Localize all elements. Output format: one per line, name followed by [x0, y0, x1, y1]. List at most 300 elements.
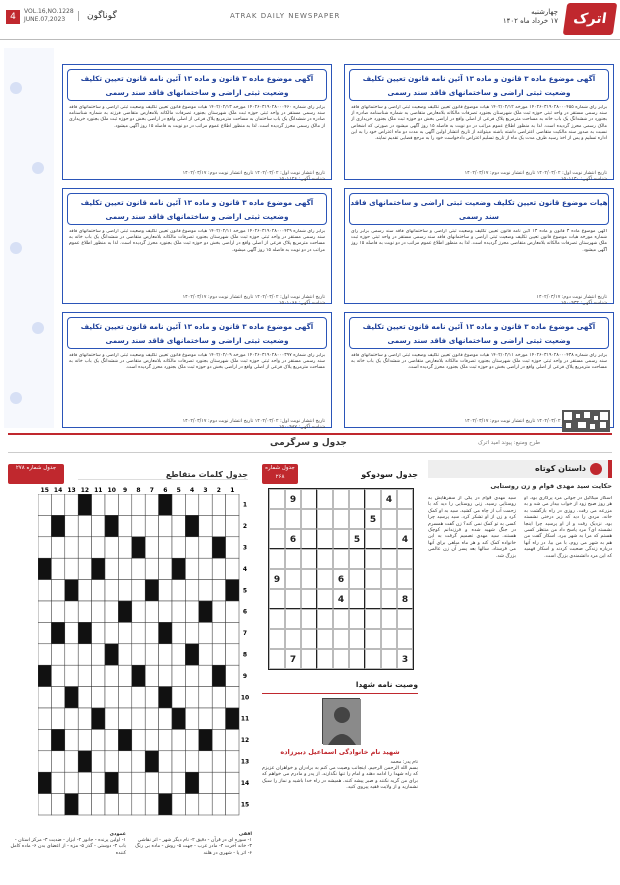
crossword-cell: [92, 751, 105, 772]
crossword-cell: [78, 558, 91, 579]
crossword-cell: [145, 558, 158, 579]
crossword-cell: [65, 622, 78, 643]
notice-dates: تاریخ انتشار نوبت اول: ۱۴۰۲/۰۳/۰۲ تاریخ انتشار نوبت دوم: ۱۴۰۲/۰۳/۱۷: [182, 171, 325, 176]
crossword-cell: [92, 601, 105, 622]
crossword-cell: [38, 537, 51, 558]
crossword-column-number: 6: [163, 487, 168, 494]
sudoku-cell: [381, 609, 397, 629]
volume-info: [24, 8, 74, 24]
sudoku-cell: [269, 489, 285, 509]
crossword-cell: [145, 772, 158, 793]
crossword-title: جدول کلمات متقاطع: [78, 470, 248, 480]
crossword-cell: [199, 537, 212, 558]
crossword-cell: [65, 558, 78, 579]
crossword-cell: [78, 665, 91, 686]
crossword-cell: [92, 687, 105, 708]
crossword-cell: [185, 729, 198, 750]
sudoku-cell: [269, 649, 285, 669]
crossword-black-cell: [159, 687, 172, 708]
crossword-cell: [105, 687, 118, 708]
english-title: ATRAK DAILY NEWSPAPER: [230, 12, 341, 20]
crossword-cell: [92, 644, 105, 665]
date-fa: ۱۷ خرداد ماه ۱۴۰۲: [502, 17, 558, 25]
sudoku-cell: 4: [397, 529, 413, 549]
crossword-cell: [212, 751, 225, 772]
crossword-cell: [199, 558, 212, 579]
crossword-cell: [199, 751, 212, 772]
crossword-cell: [145, 644, 158, 665]
crossword-cell: [145, 622, 158, 643]
crossword-black-cell: [38, 558, 51, 579]
legal-notice-6: [62, 312, 332, 428]
sudoku-cell: [397, 609, 413, 629]
crossword-black-cell: [118, 601, 131, 622]
crossword-cell: [145, 665, 158, 686]
crossword-row-number: 11: [240, 715, 250, 723]
down-text: ۱- اولین پرنده - جانور ۲- ابزار - ضدیت ۳- مرکز استان - باب ۴- دوستی - گذر ۵- مزه - از اعضای بدن ۶- ماده کامل کننده: [10, 838, 126, 856]
crossword-cell: [226, 687, 239, 708]
martyr-will-text: [262, 760, 418, 880]
legal-notice-1: [344, 64, 614, 180]
sudoku-cell: [381, 529, 397, 549]
notice-title: آگهی موضوع ماده ۳ قانون و ماده ۱۳ آئین نامه قانون تعیین تکلیف وضعیت ثبتی اراضی و ساختمانهای فاقد سند رسمی: [67, 69, 327, 101]
sudoku-cell: [349, 589, 365, 609]
crossword-cell: [159, 537, 172, 558]
crossword-cell: [78, 708, 91, 729]
crossword-cell: [38, 708, 51, 729]
crossword-cell: [105, 622, 118, 643]
crossword-black-cell: [172, 558, 185, 579]
crossword-cell: [199, 772, 212, 793]
sudoku-cell: [381, 629, 397, 649]
crossword-column-number: 5: [176, 487, 181, 494]
crossword-black-cell: [132, 537, 145, 558]
crossword-cell: [145, 601, 158, 622]
down-title: عمودی: [109, 832, 126, 837]
sudoku-cell: [285, 549, 301, 569]
sudoku-grid: [268, 488, 414, 670]
sudoku-cell: [317, 609, 333, 629]
sudoku-cell: 4: [333, 589, 349, 609]
crossword-black-cell: [78, 494, 91, 515]
crossword-cell: [199, 794, 212, 815]
volume-number: VOL.16,NO.1228: [24, 8, 74, 15]
crossword-cell: [132, 644, 145, 665]
crossword-row-number: 9: [242, 672, 248, 680]
sudoku-cell: [301, 649, 317, 669]
newspaper-logo: اترک: [563, 3, 617, 35]
crossword-cell: [226, 515, 239, 536]
crossword-black-cell: [51, 622, 64, 643]
crossword-column-number: 14: [53, 487, 63, 494]
crossword-cell: [226, 665, 239, 686]
crossword-cell: [199, 622, 212, 643]
crossword-cell: [159, 708, 172, 729]
sudoku-cell: [397, 549, 413, 569]
crossword-cell: [38, 644, 51, 665]
crossword-cell: [92, 772, 105, 793]
crossword-column-number: 7: [149, 487, 154, 494]
sudoku-cell: 7: [285, 649, 301, 669]
notice-code: شناسه آگهی: ۱۵۰۱۱۲۶: [278, 177, 325, 182]
crossword-cell: [185, 708, 198, 729]
banner-title: جدول و سرگرمی: [270, 438, 347, 448]
crossword-cell: [78, 687, 91, 708]
sudoku-cell: [317, 529, 333, 549]
crossword-cell: [145, 494, 158, 515]
crossword-black-cell: [78, 622, 91, 643]
crossword-cell: [212, 558, 225, 579]
crossword-cell: [78, 601, 91, 622]
notice-dates: ۱۴۰۲/۰۳/۰۲ تاریخ انتشار نوبت دوم: ۱۴۰۲/۰۳/۱۷: [464, 419, 561, 424]
crossword-cell: [159, 665, 172, 686]
crossword-cell: [65, 729, 78, 750]
sudoku-cell: [317, 629, 333, 649]
crossword-cell: [132, 558, 145, 579]
crossword-column-number: 13: [67, 487, 76, 494]
crossword-cell: [185, 537, 198, 558]
sudoku-cell: [269, 549, 285, 569]
sudoku-cell: 6: [285, 529, 301, 549]
crossword-cell: [132, 601, 145, 622]
crossword-cell: [172, 644, 185, 665]
sudoku-cell: [397, 489, 413, 509]
crossword-cell: [92, 729, 105, 750]
crossword-cell: [185, 558, 198, 579]
sudoku-cell: [301, 629, 317, 649]
crossword-cell: [172, 601, 185, 622]
crossword-cell: [65, 665, 78, 686]
crossword-black-cell: [38, 772, 51, 793]
sudoku-cell: [269, 509, 285, 529]
crossword-cell: [172, 665, 185, 686]
sudoku-cell: 5: [365, 509, 381, 529]
story-heading: [428, 460, 612, 478]
crossword-cell: [172, 772, 185, 793]
crossword-cell: [118, 665, 131, 686]
crossword-black-cell: [105, 772, 118, 793]
notice-title: آگهی موضوع ماده ۳ قانون و ماده ۱۳ آئین نامه قانون تعیین تکلیف وضعیت ثبتی اراضی و ساختمانهای فاقد سند رسمی: [349, 69, 609, 101]
crossword-cell: [51, 558, 64, 579]
crossword-black-cell: [65, 794, 78, 815]
sudoku-cell: [349, 549, 365, 569]
crossword-cell: [132, 794, 145, 815]
crossword-grid: [38, 494, 240, 816]
crossword-row-number: 1: [242, 501, 248, 509]
notice-dates: تاریخ انتشار نوبت اول: ۱۴۰۲/۰۳/۰۲ تاریخ انتشار نوبت دوم: ۱۴۰۲/۰۳/۱۷: [182, 419, 325, 424]
sudoku-cell: [349, 649, 365, 669]
crossword-cell: [185, 687, 198, 708]
crossword-cell: [185, 794, 198, 815]
sudoku-cell: [317, 509, 333, 529]
crossword-cell: [51, 580, 64, 601]
sudoku-cell: [349, 629, 365, 649]
legal-notice-3: [344, 188, 614, 304]
crossword-column-number: 10: [107, 487, 116, 494]
sudoku-cell: [397, 629, 413, 649]
across-clues: [134, 832, 252, 857]
crossword-cell: [199, 665, 212, 686]
sudoku-cell: [317, 569, 333, 589]
banner-note: طرح ومنبع: پیوند امید اترک: [478, 440, 541, 446]
crossword-cell: [92, 580, 105, 601]
sudoku-cell: [269, 589, 285, 609]
sudoku-cell: [269, 609, 285, 629]
crossword-cell: [172, 794, 185, 815]
crossword-cell: [118, 794, 131, 815]
crossword-row-number: 4: [242, 565, 248, 573]
sudoku-title: جدول سودوکو: [361, 470, 418, 479]
crossword-row-number: 3: [242, 544, 248, 552]
crossword-cell: [92, 622, 105, 643]
sudoku-cell: [349, 609, 365, 629]
crossword-black-cell: [132, 665, 145, 686]
crossword-row-number: 6: [242, 608, 248, 616]
crossword-cell: [51, 794, 64, 815]
page-header: [0, 0, 620, 40]
sudoku-cell: [381, 589, 397, 609]
crossword-cell: [118, 622, 131, 643]
story-section-icon: [590, 463, 602, 475]
sudoku-cell: [381, 569, 397, 589]
puzzle-banner: [8, 433, 612, 453]
sudoku-cell: [301, 509, 317, 529]
crossword-black-cell: [118, 729, 131, 750]
crossword-cell: [185, 665, 198, 686]
notice-body: برابر رای شماره ۱۴۰۲۶۰۳۱۹۰۲۸۰۰۰۳۹۷ مورخه ۱۴۰۲/۰۲/۰۹ هیات موضوع قانون تعیین تکلیف وضعیت ثبتی اراضی و ساختمانهای فاقد سند رسمی مستقر در واحد ثبتی حوزه ثبت ملک شهرستان بجنورد تصرفات مالکانه بلامعارض متقاضی در ششدانگ یک باب خانه به مساحت مترمربع پلاک فرعی از اصلی واقع در اراضی بخش دو حوزه ثبت ملک بجنورد محرز گردیده است.: [69, 353, 325, 371]
crossword-cell: [65, 708, 78, 729]
sudoku-cell: [301, 609, 317, 629]
crossword-black-cell: [226, 708, 239, 729]
sudoku-cell: [317, 649, 333, 669]
crossword-cell: [118, 537, 131, 558]
persian-date: [458, 8, 558, 26]
sudoku-cell: [285, 609, 301, 629]
legal-notices: [62, 64, 614, 429]
crossword-cell: [78, 794, 91, 815]
weekday: چهارشنبه: [531, 8, 558, 16]
crossword-black-cell: [92, 558, 105, 579]
sudoku-cell: [301, 549, 317, 569]
sudoku-cell: [333, 609, 349, 629]
sudoku-cell: [301, 529, 317, 549]
crossword-column-number: 3: [203, 487, 208, 494]
crossword-black-cell: [38, 665, 51, 686]
sudoku-cell: [285, 589, 301, 609]
martyr-father: نام پدر: محمد: [390, 760, 418, 765]
crossword-row-number: 10: [240, 694, 250, 702]
crossword-cell: [105, 580, 118, 601]
crossword-cell: [199, 494, 212, 515]
crossword-cell: [199, 708, 212, 729]
crossword-cell: [159, 751, 172, 772]
notice-code: شناسه آگهی: ۱۵۰۱۰۶۶: [278, 301, 325, 306]
crossword-cell: [185, 580, 198, 601]
crossword-black-cell: [105, 644, 118, 665]
crossword-cell: [212, 772, 225, 793]
crossword-black-cell: [159, 494, 172, 515]
sudoku-cell: [269, 529, 285, 549]
crossword-black-cell: [199, 729, 212, 750]
portrait-icon: [323, 699, 361, 745]
notice-title: هیات موضوع قانون تعیین تکلیف وضعیت ثبتی اراضی و ساختمانهای فاقد سند رسمی: [349, 193, 609, 225]
crossword-cell: [38, 729, 51, 750]
crossword-column-number: 15: [40, 487, 49, 494]
crossword-cell: [105, 537, 118, 558]
crossword-cell: [132, 515, 145, 536]
crossword-cell: [38, 687, 51, 708]
crossword-column-number: 11: [94, 487, 103, 494]
crossword-cell: [132, 729, 145, 750]
crossword-cell: [159, 515, 172, 536]
crossword-cell: [78, 772, 91, 793]
crossword-cell: [199, 515, 212, 536]
crossword-cell: [212, 687, 225, 708]
crossword-black-cell: [185, 515, 198, 536]
crossword-cell: [105, 729, 118, 750]
crossword-row-number: 12: [240, 737, 250, 745]
sudoku-cell: 3: [397, 649, 413, 669]
crossword-cell: [212, 515, 225, 536]
across-title: افقی: [238, 832, 252, 837]
crossword-cell: [145, 708, 158, 729]
crossword-cell: [65, 644, 78, 665]
sudoku-cell: 6: [333, 569, 349, 589]
left-decoration-strip: [4, 48, 54, 428]
crossword-cell: [105, 494, 118, 515]
crossword-black-cell: [78, 751, 91, 772]
crossword-cell: [51, 772, 64, 793]
sudoku-cell: [301, 489, 317, 509]
sudoku-cell: [365, 549, 381, 569]
crossword-cell: [226, 772, 239, 793]
crossword-cell: [212, 494, 225, 515]
crossword-black-cell: [92, 708, 105, 729]
crossword-cell: [38, 622, 51, 643]
crossword-cell: [212, 580, 225, 601]
qr-code-icon: [562, 410, 610, 432]
crossword-cell: [159, 601, 172, 622]
sudoku-cell: [269, 629, 285, 649]
crossword-black-cell: [145, 580, 158, 601]
legal-notice-2: [62, 64, 332, 180]
crossword-cell: [172, 580, 185, 601]
crossword-cell: [118, 751, 131, 772]
notice-body: برابر رای شماره ۱۴۰۲۶۰۳۱۹۰۲۸۰۰۰۴۶۰ مورخه ۱۴۰۲/۰۲/۱۳ هیات موضوع قانون تعیین تکلیف وضعیت ثبتی اراضی و ساختمانهای فاقد سند رسمی مستقر در واحد ثبتی حوزه ثبت ملک شهرستان بجنورد تصرفات مالکانه بلامعارض متقاضی فرزند به شماره شناسنامه صادره در ششدانگ یک باب ساختمان به مساحت مترمربع پلاک فرعی از اصلی واقع در اراضی بخش دو حوزه ثبت ملک بجنورد خریداری از مالک رسمی محرز گردیده است. لذا به منظور اطلاع عموم مراتب در دو نوبت به فاصله ۱۵ روز آگهی میشود.: [69, 105, 325, 129]
martyr-body: بسم الله الرحمن الرحیم. اینجانب وصیت می کنم به برادران و خواهران عزیزم که راه شهدا را ادامه دهند و امام را تنها نگذارند. از پدر و مادرم می خواهم که برای من گریه نکنند و صبر پیشه کنند. همیشه در راه خدا باشید و نماز را سبک نشمارید و از ولایت فقیه پیروی کنید.: [262, 766, 418, 790]
across-text: ۱- سوره ای در قرآن - دقیق ۲- نام دیگر شهر - اثر نقاشی ۳- خانه آخرت ۴- مادر عرب - جهت ۵- روش - ماده بی رنگ ۶- اثر پا - شهری در هلند: [135, 838, 252, 856]
crossword-cell: [38, 794, 51, 815]
crossword-cell: [172, 622, 185, 643]
notice-code: شناسه آگهی: ۱۵۰۰۹۸۷: [278, 425, 325, 430]
notice-code: شناسه آگهی: ۱۵۰۰۹۳۲: [560, 301, 607, 306]
crossword-row-number: 8: [242, 651, 248, 659]
crossword-cell: [132, 687, 145, 708]
martyr-will-heading: وصیت نامه شهدا: [262, 680, 418, 694]
crossword-cell: [132, 622, 145, 643]
crossword-cell: [92, 515, 105, 536]
notice-title: آگهی موضوع ماده ۳ قانون و ماده ۱۳ آئین نامه قانون تعیین تکلیف وضعیت ثبتی اراضی و ساختمانهای فاقد سند رسمی: [67, 193, 327, 225]
crossword-cell: [38, 580, 51, 601]
section-name: گوناگون: [78, 11, 117, 21]
crossword-column-number: 9: [123, 487, 128, 494]
crossword-cell: [212, 601, 225, 622]
crossword-row-numbers: [240, 494, 250, 816]
crossword-column-number: 12: [80, 487, 90, 494]
crossword-cell: [145, 537, 158, 558]
crossword-cell: [118, 494, 131, 515]
crossword-cell: [105, 601, 118, 622]
sudoku-cell: [301, 589, 317, 609]
crossword-cell: [132, 751, 145, 772]
crossword-cell: [65, 772, 78, 793]
sudoku-cell: [333, 489, 349, 509]
crossword-cell: [38, 751, 51, 772]
crossword-cell: [212, 644, 225, 665]
notice-title: آگهی موضوع ماده ۳ قانون و ماده ۱۳ آئین نامه قانون تعیین تکلیف وضعیت ثبتی اراضی و ساختمانهای فاقد سند رسمی: [349, 317, 609, 349]
crossword-row-number: 15: [240, 801, 250, 809]
crossword-cell: [212, 708, 225, 729]
sudoku-cell: [301, 569, 317, 589]
crossword-cell: [118, 772, 131, 793]
notice-body: برابر رای شماره ۱۴۰۲۶۰۳۱۹۰۲۸۰۰۰۴۵۵ مورخه ۱۴۰۲/۰۲/۱۲ هیات موضوع قانون تعیین تکلیف وضعیت ثبتی اراضی و ساختمانهای فاقد سند رسمی مستقر در واحد ثبتی حوزه ثبت ملک شهرستان بجنورد تصرفات مالکانه بلامعارض متقاضی به شماره شناسنامه صادره از بجنورد در ششدانگ یک باب خانه به مساحت مترمربع پلاک فرعی از اصلی واقع در اراضی بخش دو حوزه ثبت ملک بجنورد خریداری از مالک رسمی محرز گردیده است. لذا به منظور اطلاع عموم مراتب در دو نوبت به فاصله ۱۵ روز آگهی میشود در صورتی که اشخاص نسبت به صدور سند مالکیت متقاضی اعتراضی داشته باشند میتوانند از تاریخ انتشار اولین آگهی به مدت دو ماه اعتراض خود را به این اداره تسلیم و پس از اخذ رسید ظرف مدت یک ماه از تاریخ تسلیم اعتراض دادخواست خود را به مرجع قضایی تقدیم نمایند.: [351, 105, 607, 142]
crossword-cell: [199, 687, 212, 708]
crossword-cell: [226, 558, 239, 579]
crossword-black-cell: [172, 708, 185, 729]
crossword-cell: [159, 558, 172, 579]
crossword-cell: [65, 601, 78, 622]
crossword-cell: [185, 622, 198, 643]
notice-code: شناسه آگهی: ۱۵۰۱۱۳۰: [560, 177, 607, 182]
story-title: داستان کوتاه: [535, 464, 586, 473]
martyr-will: [262, 680, 418, 880]
crossword-black-cell: [185, 772, 198, 793]
sudoku-cell: [333, 649, 349, 669]
notice-title: آگهی موضوع ماده ۳ قانون و ماده ۱۳ آئین نامه قانون تعیین تکلیف وضعیت ثبتی اراضی و ساختمانهای فاقد سند رسمی: [67, 317, 327, 349]
notice-dates: تاریخ انتشار نوبت دوم: ۱۴۰۲/۰۳/۱۷: [536, 295, 607, 300]
crossword-cell: [159, 644, 172, 665]
crossword-cell: [78, 515, 91, 536]
sudoku-cell: [397, 509, 413, 529]
crossword-black-cell: [51, 515, 64, 536]
sudoku-cell: [333, 509, 349, 529]
crossword-black-cell: [159, 622, 172, 643]
notice-dates: تاریخ انتشار نوبت اول: ۱۴۰۲/۰۳/۰۲ تاریخ انتشار نوبت دوم: ۱۴۰۲/۰۳/۱۷: [464, 171, 607, 176]
sudoku-cell: 5: [349, 529, 365, 549]
crossword-row-number: 5: [242, 587, 248, 595]
sudoku-cell: [317, 549, 333, 569]
crossword-black-cell: [159, 794, 172, 815]
crossword-cell: [51, 708, 64, 729]
crossword-cell: [172, 537, 185, 558]
sudoku-puzzle: [262, 465, 418, 676]
crossword-cell: [105, 708, 118, 729]
crossword-cell: [118, 515, 131, 536]
crossword-cell: [145, 687, 158, 708]
crossword-cell: [226, 794, 239, 815]
crossword-cell: [212, 622, 225, 643]
sudoku-cell: [365, 589, 381, 609]
crossword-cell: [145, 515, 158, 536]
sudoku-cell: [285, 629, 301, 649]
crossword-row-number: 13: [240, 758, 250, 766]
sudoku-cell: 9: [285, 489, 301, 509]
sudoku-cell: 9: [269, 569, 285, 589]
crossword-cell: [226, 537, 239, 558]
crossword-cell: [185, 494, 198, 515]
crossword-cell: [226, 729, 239, 750]
crossword-cell: [226, 644, 239, 665]
